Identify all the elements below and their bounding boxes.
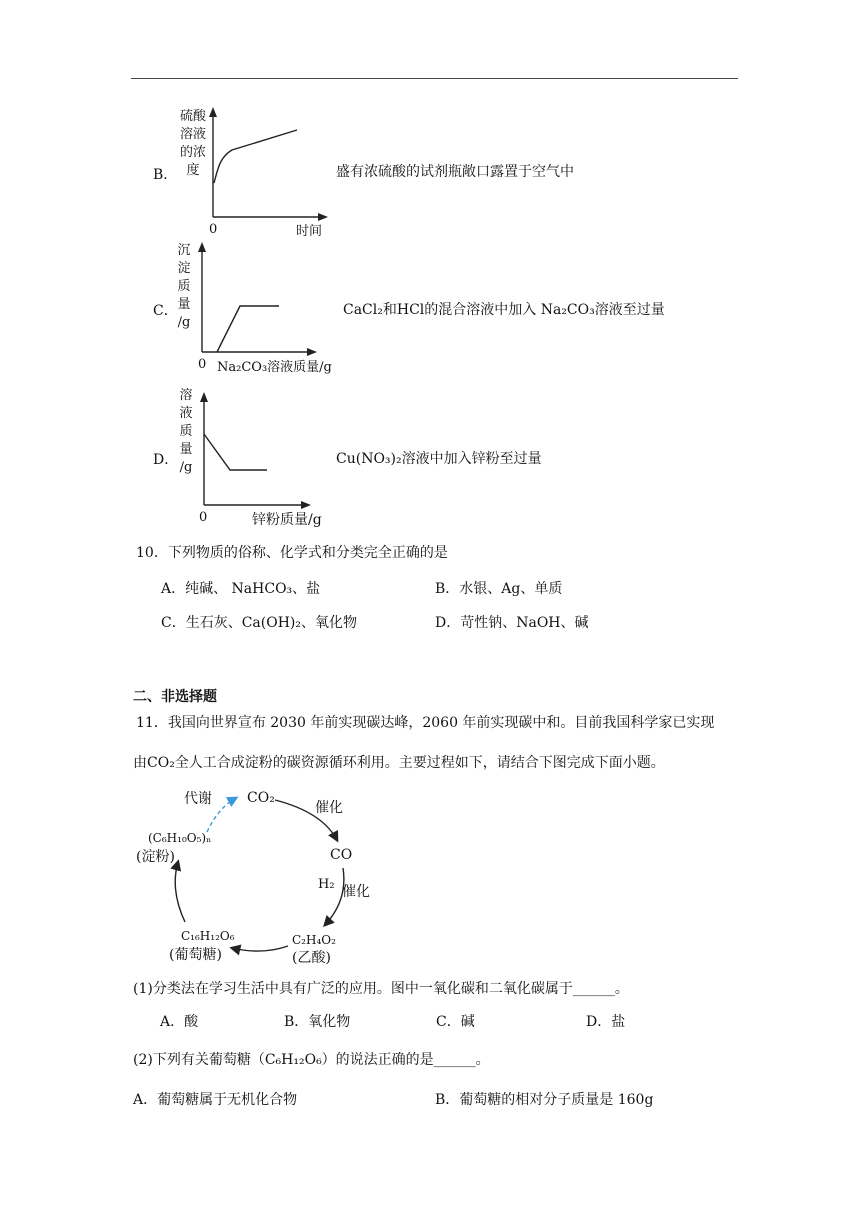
option-d-label: D． bbox=[153, 452, 179, 468]
acetic-name: (乙酸) bbox=[292, 950, 331, 966]
acetic-to-glucose-arrow bbox=[232, 946, 288, 951]
graph-c-ylabel-line: 淀 bbox=[177, 261, 191, 276]
graph-b-ylabel-line: 硫酸 bbox=[179, 109, 206, 124]
co2-label: CO₂ bbox=[247, 790, 275, 806]
q10-option-c: C．生石灰、Ca(OH)₂、氧化物 bbox=[161, 615, 357, 631]
acetic-formula: C₂H₄O₂ bbox=[292, 933, 336, 947]
q11-sub1-option-a: A．酸 bbox=[160, 1014, 199, 1030]
q11-stem-line1: 11．我国向世界宣布 2030 年前实现碳达峰，2060 年前实现碳中和。目前我国科学家已实现 bbox=[136, 715, 715, 731]
graph-b-ylabel-line: 的浓 bbox=[179, 145, 206, 160]
graph-b-origin: 0 bbox=[209, 222, 218, 237]
glucose-formula: C₁₆H₁₂O₆ bbox=[181, 929, 235, 943]
q10-stem: 10．下列物质的俗称、化学式和分类完全正确的是 bbox=[136, 545, 448, 561]
q11-sub2-option-a: A．葡萄糖属于无机化合物 bbox=[133, 1092, 298, 1108]
graph-c-ylabel-line: 质 bbox=[177, 279, 191, 294]
starch-name: (淀粉) bbox=[136, 849, 175, 865]
q11-sub2-option-b: B．葡萄糖的相对分子质量是 160g bbox=[435, 1092, 654, 1108]
graph-b-ylabel-line: 溶液 bbox=[179, 127, 206, 142]
q11-sub1-stem: (1)分类法在学习生活中具有广泛的应用。图中一氧化碳和二氧化碳属于______。 bbox=[133, 981, 629, 997]
graph-d-ylabel-line: /g bbox=[179, 460, 193, 475]
catalysis-label-2: 催化 bbox=[342, 884, 370, 900]
q10-option-a: A．纯碱、 NaHCO₃、盐 bbox=[161, 581, 321, 597]
glucose-name: (葡萄糖) bbox=[169, 947, 222, 963]
graph-c-origin: 0 bbox=[198, 357, 207, 372]
catalysis-label-1: 催化 bbox=[315, 800, 343, 816]
graph-c-ylabel-line: /g bbox=[177, 315, 191, 330]
starch-formula: (C₆H₁₀O₅)ₙ bbox=[148, 831, 212, 845]
option-c-label: C． bbox=[153, 303, 178, 319]
q11-sub1-option-b: B．氧化物 bbox=[284, 1014, 351, 1030]
graph-d-ylabel-line: 量 bbox=[179, 442, 193, 457]
graph-d-origin: 0 bbox=[199, 510, 208, 525]
q10-option-b: B．水银、Ag、单质 bbox=[435, 581, 563, 597]
q11-sub2-stem: (2)下列有关葡萄糖（C₆H₁₂O₆）的说法正确的是______。 bbox=[133, 1052, 490, 1068]
graph-c-ylabel-line: 量 bbox=[177, 297, 191, 312]
option-d-description: Cu(NO₃)₂溶液中加入锌粉至过量 bbox=[336, 451, 542, 467]
option-b-label: B． bbox=[153, 167, 178, 183]
graph-b-ylabel-line: 度 bbox=[186, 163, 200, 178]
q10-option-d: D．苛性钠、NaOH、碱 bbox=[435, 615, 589, 631]
graph-c-xlabel: Na₂CO₃溶液质量/g bbox=[217, 360, 332, 375]
co-label: CO bbox=[330, 847, 353, 863]
graph-b-xlabel: 时间 bbox=[296, 224, 323, 239]
graph-d-ylabel-line: 质 bbox=[179, 424, 193, 439]
metabolism-label: 代谢 bbox=[184, 791, 212, 807]
q11-sub1-option-c: C．碱 bbox=[436, 1014, 475, 1030]
h2-label: H₂ bbox=[318, 877, 335, 892]
option-b-description: 盛有浓硫酸的试剂瓶敞口露置于空气中 bbox=[336, 164, 574, 180]
graph-d-xlabel: 锌粉质量/g bbox=[252, 512, 322, 528]
section-title: 二、非选择题 bbox=[133, 689, 217, 705]
q11-stem-line2: 由CO₂全人工合成淀粉的碳资源循环利用。主要过程如下，请结合下图完成下面小题。 bbox=[133, 755, 665, 771]
glucose-to-starch-arrow bbox=[175, 862, 185, 922]
graph-d-ylabel-line: 液 bbox=[179, 406, 193, 421]
q11-sub1-option-d: D．盐 bbox=[586, 1014, 626, 1030]
graph-c-ylabel-line: 沉 bbox=[177, 243, 191, 258]
graph-d-ylabel-line: 溶 bbox=[179, 388, 193, 403]
option-c-description: CaCl₂和HCl的混合溶液中加入 Na₂CO₃溶液至过量 bbox=[343, 302, 665, 318]
